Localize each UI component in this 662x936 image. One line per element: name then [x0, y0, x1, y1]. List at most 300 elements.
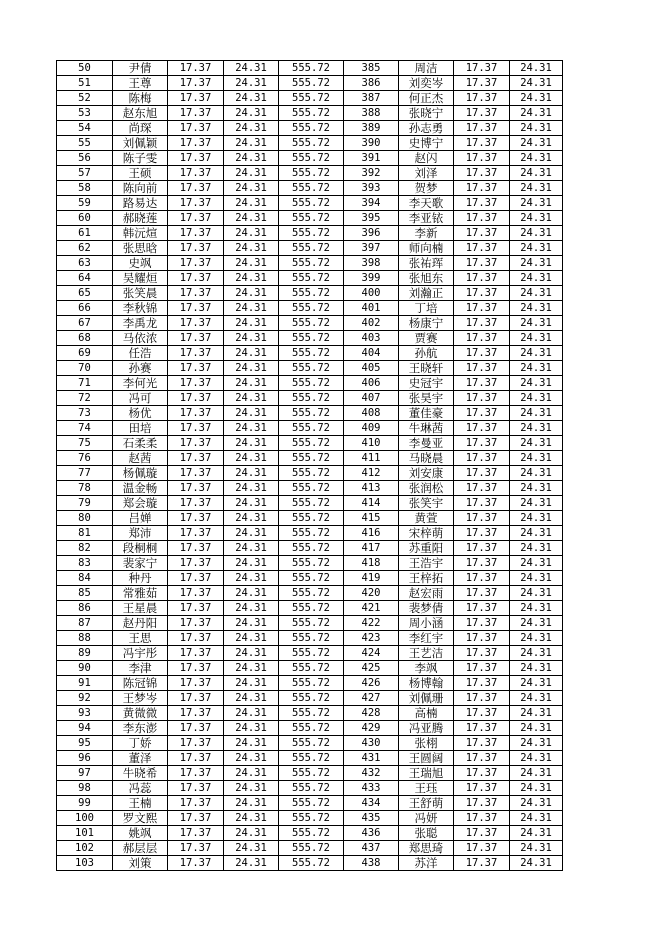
- value-b-left-cell: 24.31: [224, 811, 279, 826]
- name-right-cell: 牛琳茜: [399, 421, 454, 436]
- value-b-left-cell: 24.31: [224, 226, 279, 241]
- table-row: [57, 676, 563, 691]
- row-number-right-cell: 427: [344, 691, 399, 706]
- value-a-right-cell: 17.37: [454, 286, 510, 301]
- name-left-cell: 罗文熙: [113, 811, 168, 826]
- table-row: [57, 136, 563, 151]
- value-b-right-cell: 24.31: [510, 316, 563, 331]
- value-c-left-cell: 555.72: [279, 616, 344, 631]
- row-number-left-cell: 95: [57, 736, 113, 751]
- value-a-left-cell: 17.37: [168, 361, 224, 376]
- value-a-left-cell: 17.37: [168, 436, 224, 451]
- table-row: [57, 691, 563, 706]
- row-number-right-cell: 413: [344, 481, 399, 496]
- row-number-left-cell: 91: [57, 676, 113, 691]
- value-b-right-cell: 24.31: [510, 826, 563, 841]
- value-a-left-cell: 17.37: [168, 91, 224, 106]
- row-number-left-cell: 99: [57, 796, 113, 811]
- row-number-left-cell: 93: [57, 706, 113, 721]
- name-left-cell: 任浩: [113, 346, 168, 361]
- name-left-cell: 郝层层: [113, 841, 168, 856]
- value-b-right-cell: 24.31: [510, 631, 563, 646]
- value-c-left-cell: 555.72: [279, 796, 344, 811]
- row-number-left-cell: 80: [57, 511, 113, 526]
- value-a-right-cell: 17.37: [454, 601, 510, 616]
- row-number-left-cell: 89: [57, 646, 113, 661]
- value-a-right-cell: 17.37: [454, 136, 510, 151]
- row-number-right-cell: 390: [344, 136, 399, 151]
- value-c-left-cell: 555.72: [279, 226, 344, 241]
- table-row: [57, 271, 563, 286]
- value-a-right-cell: 17.37: [454, 421, 510, 436]
- row-number-left-cell: 73: [57, 406, 113, 421]
- name-right-cell: 贺梦: [399, 181, 454, 196]
- row-number-right-cell: 386: [344, 76, 399, 91]
- row-number-right-cell: 438: [344, 856, 399, 871]
- value-b-right-cell: 24.31: [510, 676, 563, 691]
- value-b-left-cell: 24.31: [224, 136, 279, 151]
- table-row: [57, 511, 563, 526]
- value-b-right-cell: 24.31: [510, 211, 563, 226]
- value-b-left-cell: 24.31: [224, 511, 279, 526]
- name-right-cell: 周小涵: [399, 616, 454, 631]
- value-b-right-cell: 24.31: [510, 766, 563, 781]
- value-a-right-cell: 17.37: [454, 271, 510, 286]
- value-a-left-cell: 17.37: [168, 481, 224, 496]
- value-a-right-cell: 17.37: [454, 481, 510, 496]
- row-number-right-cell: 431: [344, 751, 399, 766]
- row-number-left-cell: 51: [57, 76, 113, 91]
- name-left-cell: 陈梅: [113, 91, 168, 106]
- value-a-left-cell: 17.37: [168, 601, 224, 616]
- name-right-cell: 张笑宇: [399, 496, 454, 511]
- value-a-left-cell: 17.37: [168, 736, 224, 751]
- value-b-right-cell: 24.31: [510, 346, 563, 361]
- row-number-right-cell: 428: [344, 706, 399, 721]
- value-a-right-cell: 17.37: [454, 391, 510, 406]
- row-number-right-cell: 405: [344, 361, 399, 376]
- value-a-right-cell: 17.37: [454, 91, 510, 106]
- value-a-right-cell: 17.37: [454, 181, 510, 196]
- value-b-right-cell: 24.31: [510, 856, 563, 871]
- value-b-right-cell: 24.31: [510, 706, 563, 721]
- name-left-cell: 史飒: [113, 256, 168, 271]
- row-number-right-cell: 397: [344, 241, 399, 256]
- value-a-right-cell: 17.37: [454, 631, 510, 646]
- value-a-right-cell: 17.37: [454, 616, 510, 631]
- value-a-left-cell: 17.37: [168, 136, 224, 151]
- value-c-left-cell: 555.72: [279, 406, 344, 421]
- value-c-left-cell: 555.72: [279, 496, 344, 511]
- row-number-right-cell: 429: [344, 721, 399, 736]
- row-number-right-cell: 433: [344, 781, 399, 796]
- name-right-cell: 宋梓萌: [399, 526, 454, 541]
- value-c-left-cell: 555.72: [279, 601, 344, 616]
- row-number-right-cell: 432: [344, 766, 399, 781]
- value-b-right-cell: 24.31: [510, 196, 563, 211]
- value-a-right-cell: 17.37: [454, 301, 510, 316]
- value-a-left-cell: 17.37: [168, 316, 224, 331]
- value-a-right-cell: 17.37: [454, 796, 510, 811]
- name-left-cell: 路易达: [113, 196, 168, 211]
- value-a-right-cell: 17.37: [454, 571, 510, 586]
- value-b-right-cell: 24.31: [510, 271, 563, 286]
- row-number-left-cell: 84: [57, 571, 113, 586]
- row-number-right-cell: 393: [344, 181, 399, 196]
- value-b-left-cell: 24.31: [224, 646, 279, 661]
- row-number-left-cell: 69: [57, 346, 113, 361]
- row-number-left-cell: 78: [57, 481, 113, 496]
- value-b-left-cell: 24.31: [224, 196, 279, 211]
- value-a-left-cell: 17.37: [168, 181, 224, 196]
- value-b-right-cell: 24.31: [510, 436, 563, 451]
- value-a-left-cell: 17.37: [168, 661, 224, 676]
- row-number-left-cell: 53: [57, 106, 113, 121]
- value-c-left-cell: 555.72: [279, 316, 344, 331]
- table-row: [57, 361, 563, 376]
- row-number-left-cell: 98: [57, 781, 113, 796]
- value-b-left-cell: 24.31: [224, 151, 279, 166]
- value-a-left-cell: 17.37: [168, 706, 224, 721]
- value-b-right-cell: 24.31: [510, 616, 563, 631]
- table-row: [57, 796, 563, 811]
- row-number-right-cell: 417: [344, 541, 399, 556]
- value-b-right-cell: 24.31: [510, 841, 563, 856]
- value-a-right-cell: 17.37: [454, 841, 510, 856]
- value-b-right-cell: 24.31: [510, 406, 563, 421]
- value-a-left-cell: 17.37: [168, 151, 224, 166]
- name-left-cell: 郑沛: [113, 526, 168, 541]
- table-row: [57, 391, 563, 406]
- row-number-left-cell: 57: [57, 166, 113, 181]
- name-right-cell: 李飒: [399, 661, 454, 676]
- name-left-cell: 王硕: [113, 166, 168, 181]
- table-row: [57, 601, 563, 616]
- row-number-left-cell: 97: [57, 766, 113, 781]
- row-number-left-cell: 54: [57, 121, 113, 136]
- value-c-left-cell: 555.72: [279, 91, 344, 106]
- value-b-right-cell: 24.31: [510, 106, 563, 121]
- value-a-right-cell: 17.37: [454, 451, 510, 466]
- row-number-left-cell: 86: [57, 601, 113, 616]
- row-number-right-cell: 388: [344, 106, 399, 121]
- value-a-right-cell: 17.37: [454, 466, 510, 481]
- value-a-right-cell: 17.37: [454, 691, 510, 706]
- row-number-right-cell: 404: [344, 346, 399, 361]
- value-c-left-cell: 555.72: [279, 421, 344, 436]
- table-row: [57, 451, 563, 466]
- row-number-right-cell: 387: [344, 91, 399, 106]
- row-number-right-cell: 430: [344, 736, 399, 751]
- value-a-right-cell: 17.37: [454, 256, 510, 271]
- name-right-cell: 王瑞旭: [399, 766, 454, 781]
- row-number-right-cell: 407: [344, 391, 399, 406]
- name-left-cell: 李何光: [113, 376, 168, 391]
- row-number-left-cell: 75: [57, 436, 113, 451]
- value-b-right-cell: 24.31: [510, 376, 563, 391]
- row-number-right-cell: 412: [344, 466, 399, 481]
- value-a-right-cell: 17.37: [454, 241, 510, 256]
- table-row: [57, 181, 563, 196]
- value-b-right-cell: 24.31: [510, 646, 563, 661]
- row-number-left-cell: 76: [57, 451, 113, 466]
- value-b-left-cell: 24.31: [224, 256, 279, 271]
- name-left-cell: 王思: [113, 631, 168, 646]
- row-number-left-cell: 87: [57, 616, 113, 631]
- value-a-right-cell: 17.37: [454, 436, 510, 451]
- value-a-right-cell: 17.37: [454, 196, 510, 211]
- value-b-right-cell: 24.31: [510, 526, 563, 541]
- value-a-right-cell: 17.37: [454, 706, 510, 721]
- row-number-right-cell: 423: [344, 631, 399, 646]
- value-b-left-cell: 24.31: [224, 271, 279, 286]
- value-c-left-cell: 555.72: [279, 586, 344, 601]
- value-b-left-cell: 24.31: [224, 361, 279, 376]
- table-row: [57, 436, 563, 451]
- row-number-right-cell: 400: [344, 286, 399, 301]
- name-left-cell: 马依浓: [113, 331, 168, 346]
- value-b-left-cell: 24.31: [224, 466, 279, 481]
- name-left-cell: 韩沅煊: [113, 226, 168, 241]
- value-a-left-cell: 17.37: [168, 631, 224, 646]
- table-row: [57, 841, 563, 856]
- table-row: [57, 211, 563, 226]
- row-number-left-cell: 61: [57, 226, 113, 241]
- value-b-right-cell: 24.31: [510, 661, 563, 676]
- table-row: [57, 856, 563, 871]
- data-table: [56, 60, 563, 871]
- value-a-left-cell: 17.37: [168, 226, 224, 241]
- value-c-left-cell: 555.72: [279, 541, 344, 556]
- value-c-left-cell: 555.72: [279, 556, 344, 571]
- value-c-left-cell: 555.72: [279, 196, 344, 211]
- value-b-left-cell: 24.31: [224, 856, 279, 871]
- name-left-cell: 刘策: [113, 856, 168, 871]
- value-a-left-cell: 17.37: [168, 121, 224, 136]
- name-right-cell: 杨博翰: [399, 676, 454, 691]
- value-c-left-cell: 555.72: [279, 376, 344, 391]
- value-a-left-cell: 17.37: [168, 676, 224, 691]
- row-number-right-cell: 401: [344, 301, 399, 316]
- row-number-right-cell: 408: [344, 406, 399, 421]
- value-c-left-cell: 555.72: [279, 856, 344, 871]
- row-number-left-cell: 65: [57, 286, 113, 301]
- name-right-cell: 张祐珲: [399, 256, 454, 271]
- row-number-right-cell: 420: [344, 586, 399, 601]
- name-right-cell: 张栩: [399, 736, 454, 751]
- table-row: [57, 706, 563, 721]
- value-a-right-cell: 17.37: [454, 361, 510, 376]
- row-number-right-cell: 411: [344, 451, 399, 466]
- value-b-right-cell: 24.31: [510, 226, 563, 241]
- name-left-cell: 裴家宁: [113, 556, 168, 571]
- value-c-left-cell: 555.72: [279, 691, 344, 706]
- name-left-cell: 杨佩璇: [113, 466, 168, 481]
- value-b-left-cell: 24.31: [224, 616, 279, 631]
- value-b-left-cell: 24.31: [224, 241, 279, 256]
- value-c-left-cell: 555.72: [279, 451, 344, 466]
- name-left-cell: 姚飒: [113, 826, 168, 841]
- value-a-right-cell: 17.37: [454, 376, 510, 391]
- row-number-left-cell: 55: [57, 136, 113, 151]
- value-b-right-cell: 24.31: [510, 151, 563, 166]
- name-right-cell: 刘安康: [399, 466, 454, 481]
- value-a-left-cell: 17.37: [168, 76, 224, 91]
- name-right-cell: 冯妍: [399, 811, 454, 826]
- row-number-left-cell: 92: [57, 691, 113, 706]
- name-left-cell: 王梦岑: [113, 691, 168, 706]
- value-b-left-cell: 24.31: [224, 496, 279, 511]
- value-b-right-cell: 24.31: [510, 61, 563, 76]
- value-c-left-cell: 555.72: [279, 346, 344, 361]
- value-b-left-cell: 24.31: [224, 211, 279, 226]
- name-right-cell: 丁培: [399, 301, 454, 316]
- row-number-left-cell: 58: [57, 181, 113, 196]
- value-b-right-cell: 24.31: [510, 181, 563, 196]
- name-right-cell: 孙航: [399, 346, 454, 361]
- table-row: [57, 301, 563, 316]
- value-a-right-cell: 17.37: [454, 346, 510, 361]
- row-number-left-cell: 96: [57, 751, 113, 766]
- table-row: [57, 256, 563, 271]
- row-number-left-cell: 82: [57, 541, 113, 556]
- row-number-left-cell: 70: [57, 361, 113, 376]
- name-left-cell: 赵茜: [113, 451, 168, 466]
- value-a-right-cell: 17.37: [454, 316, 510, 331]
- name-right-cell: 黄萱: [399, 511, 454, 526]
- value-a-left-cell: 17.37: [168, 451, 224, 466]
- value-b-right-cell: 24.31: [510, 301, 563, 316]
- value-a-left-cell: 17.37: [168, 781, 224, 796]
- row-number-left-cell: 77: [57, 466, 113, 481]
- value-b-right-cell: 24.31: [510, 76, 563, 91]
- row-number-left-cell: 67: [57, 316, 113, 331]
- value-b-left-cell: 24.31: [224, 301, 279, 316]
- value-a-left-cell: 17.37: [168, 211, 224, 226]
- value-c-left-cell: 555.72: [279, 721, 344, 736]
- row-number-right-cell: 406: [344, 376, 399, 391]
- name-right-cell: 李亚铱: [399, 211, 454, 226]
- row-number-left-cell: 81: [57, 526, 113, 541]
- value-a-right-cell: 17.37: [454, 406, 510, 421]
- name-right-cell: 孙志勇: [399, 121, 454, 136]
- value-b-right-cell: 24.31: [510, 241, 563, 256]
- name-left-cell: 陈向前: [113, 181, 168, 196]
- value-a-right-cell: 17.37: [454, 226, 510, 241]
- name-right-cell: 李新: [399, 226, 454, 241]
- value-c-left-cell: 555.72: [279, 61, 344, 76]
- value-b-left-cell: 24.31: [224, 61, 279, 76]
- name-right-cell: 李红宇: [399, 631, 454, 646]
- value-a-left-cell: 17.37: [168, 721, 224, 736]
- name-left-cell: 温金畅: [113, 481, 168, 496]
- name-left-cell: 郑会璇: [113, 496, 168, 511]
- value-b-left-cell: 24.31: [224, 376, 279, 391]
- name-right-cell: 王珏: [399, 781, 454, 796]
- value-c-left-cell: 555.72: [279, 736, 344, 751]
- value-b-left-cell: 24.31: [224, 631, 279, 646]
- name-left-cell: 黄微微: [113, 706, 168, 721]
- row-number-left-cell: 71: [57, 376, 113, 391]
- row-number-left-cell: 88: [57, 631, 113, 646]
- name-right-cell: 郑思琦: [399, 841, 454, 856]
- name-right-cell: 李曼亚: [399, 436, 454, 451]
- value-a-left-cell: 17.37: [168, 391, 224, 406]
- value-a-left-cell: 17.37: [168, 571, 224, 586]
- row-number-right-cell: 418: [344, 556, 399, 571]
- name-left-cell: 刘佩颖: [113, 136, 168, 151]
- name-right-cell: 史冠宇: [399, 376, 454, 391]
- name-right-cell: 赵闪: [399, 151, 454, 166]
- row-number-left-cell: 72: [57, 391, 113, 406]
- value-b-left-cell: 24.31: [224, 736, 279, 751]
- value-b-left-cell: 24.31: [224, 661, 279, 676]
- value-c-left-cell: 555.72: [279, 361, 344, 376]
- table-row: [57, 721, 563, 736]
- name-right-cell: 王圆阔: [399, 751, 454, 766]
- row-number-right-cell: 385: [344, 61, 399, 76]
- value-a-left-cell: 17.37: [168, 61, 224, 76]
- value-b-left-cell: 24.31: [224, 286, 279, 301]
- value-c-left-cell: 555.72: [279, 781, 344, 796]
- row-number-left-cell: 60: [57, 211, 113, 226]
- value-a-left-cell: 17.37: [168, 616, 224, 631]
- value-c-left-cell: 555.72: [279, 166, 344, 181]
- value-b-left-cell: 24.31: [224, 331, 279, 346]
- value-b-right-cell: 24.31: [510, 166, 563, 181]
- value-c-left-cell: 555.72: [279, 676, 344, 691]
- value-a-right-cell: 17.37: [454, 166, 510, 181]
- name-right-cell: 冯亚腾: [399, 721, 454, 736]
- value-b-right-cell: 24.31: [510, 91, 563, 106]
- name-left-cell: 孙赛: [113, 361, 168, 376]
- value-a-left-cell: 17.37: [168, 496, 224, 511]
- name-right-cell: 王梓拓: [399, 571, 454, 586]
- value-b-left-cell: 24.31: [224, 586, 279, 601]
- row-number-left-cell: 83: [57, 556, 113, 571]
- value-a-left-cell: 17.37: [168, 466, 224, 481]
- name-left-cell: 李秋锦: [113, 301, 168, 316]
- name-right-cell: 张聪: [399, 826, 454, 841]
- value-b-right-cell: 24.31: [510, 721, 563, 736]
- value-b-left-cell: 24.31: [224, 841, 279, 856]
- value-c-left-cell: 555.72: [279, 526, 344, 541]
- value-b-right-cell: 24.31: [510, 331, 563, 346]
- value-b-left-cell: 24.31: [224, 526, 279, 541]
- row-number-right-cell: 391: [344, 151, 399, 166]
- value-a-right-cell: 17.37: [454, 766, 510, 781]
- value-a-left-cell: 17.37: [168, 811, 224, 826]
- name-left-cell: 冯可: [113, 391, 168, 406]
- row-number-left-cell: 90: [57, 661, 113, 676]
- row-number-right-cell: 410: [344, 436, 399, 451]
- value-b-left-cell: 24.31: [224, 181, 279, 196]
- value-c-left-cell: 555.72: [279, 181, 344, 196]
- value-b-left-cell: 24.31: [224, 571, 279, 586]
- row-number-right-cell: 425: [344, 661, 399, 676]
- table-row: [57, 316, 563, 331]
- value-a-right-cell: 17.37: [454, 676, 510, 691]
- value-c-left-cell: 555.72: [279, 151, 344, 166]
- row-number-right-cell: 421: [344, 601, 399, 616]
- name-left-cell: 吕婵: [113, 511, 168, 526]
- value-b-left-cell: 24.31: [224, 541, 279, 556]
- row-number-left-cell: 50: [57, 61, 113, 76]
- value-a-left-cell: 17.37: [168, 841, 224, 856]
- table-row: [57, 196, 563, 211]
- row-number-right-cell: 436: [344, 826, 399, 841]
- value-c-left-cell: 555.72: [279, 811, 344, 826]
